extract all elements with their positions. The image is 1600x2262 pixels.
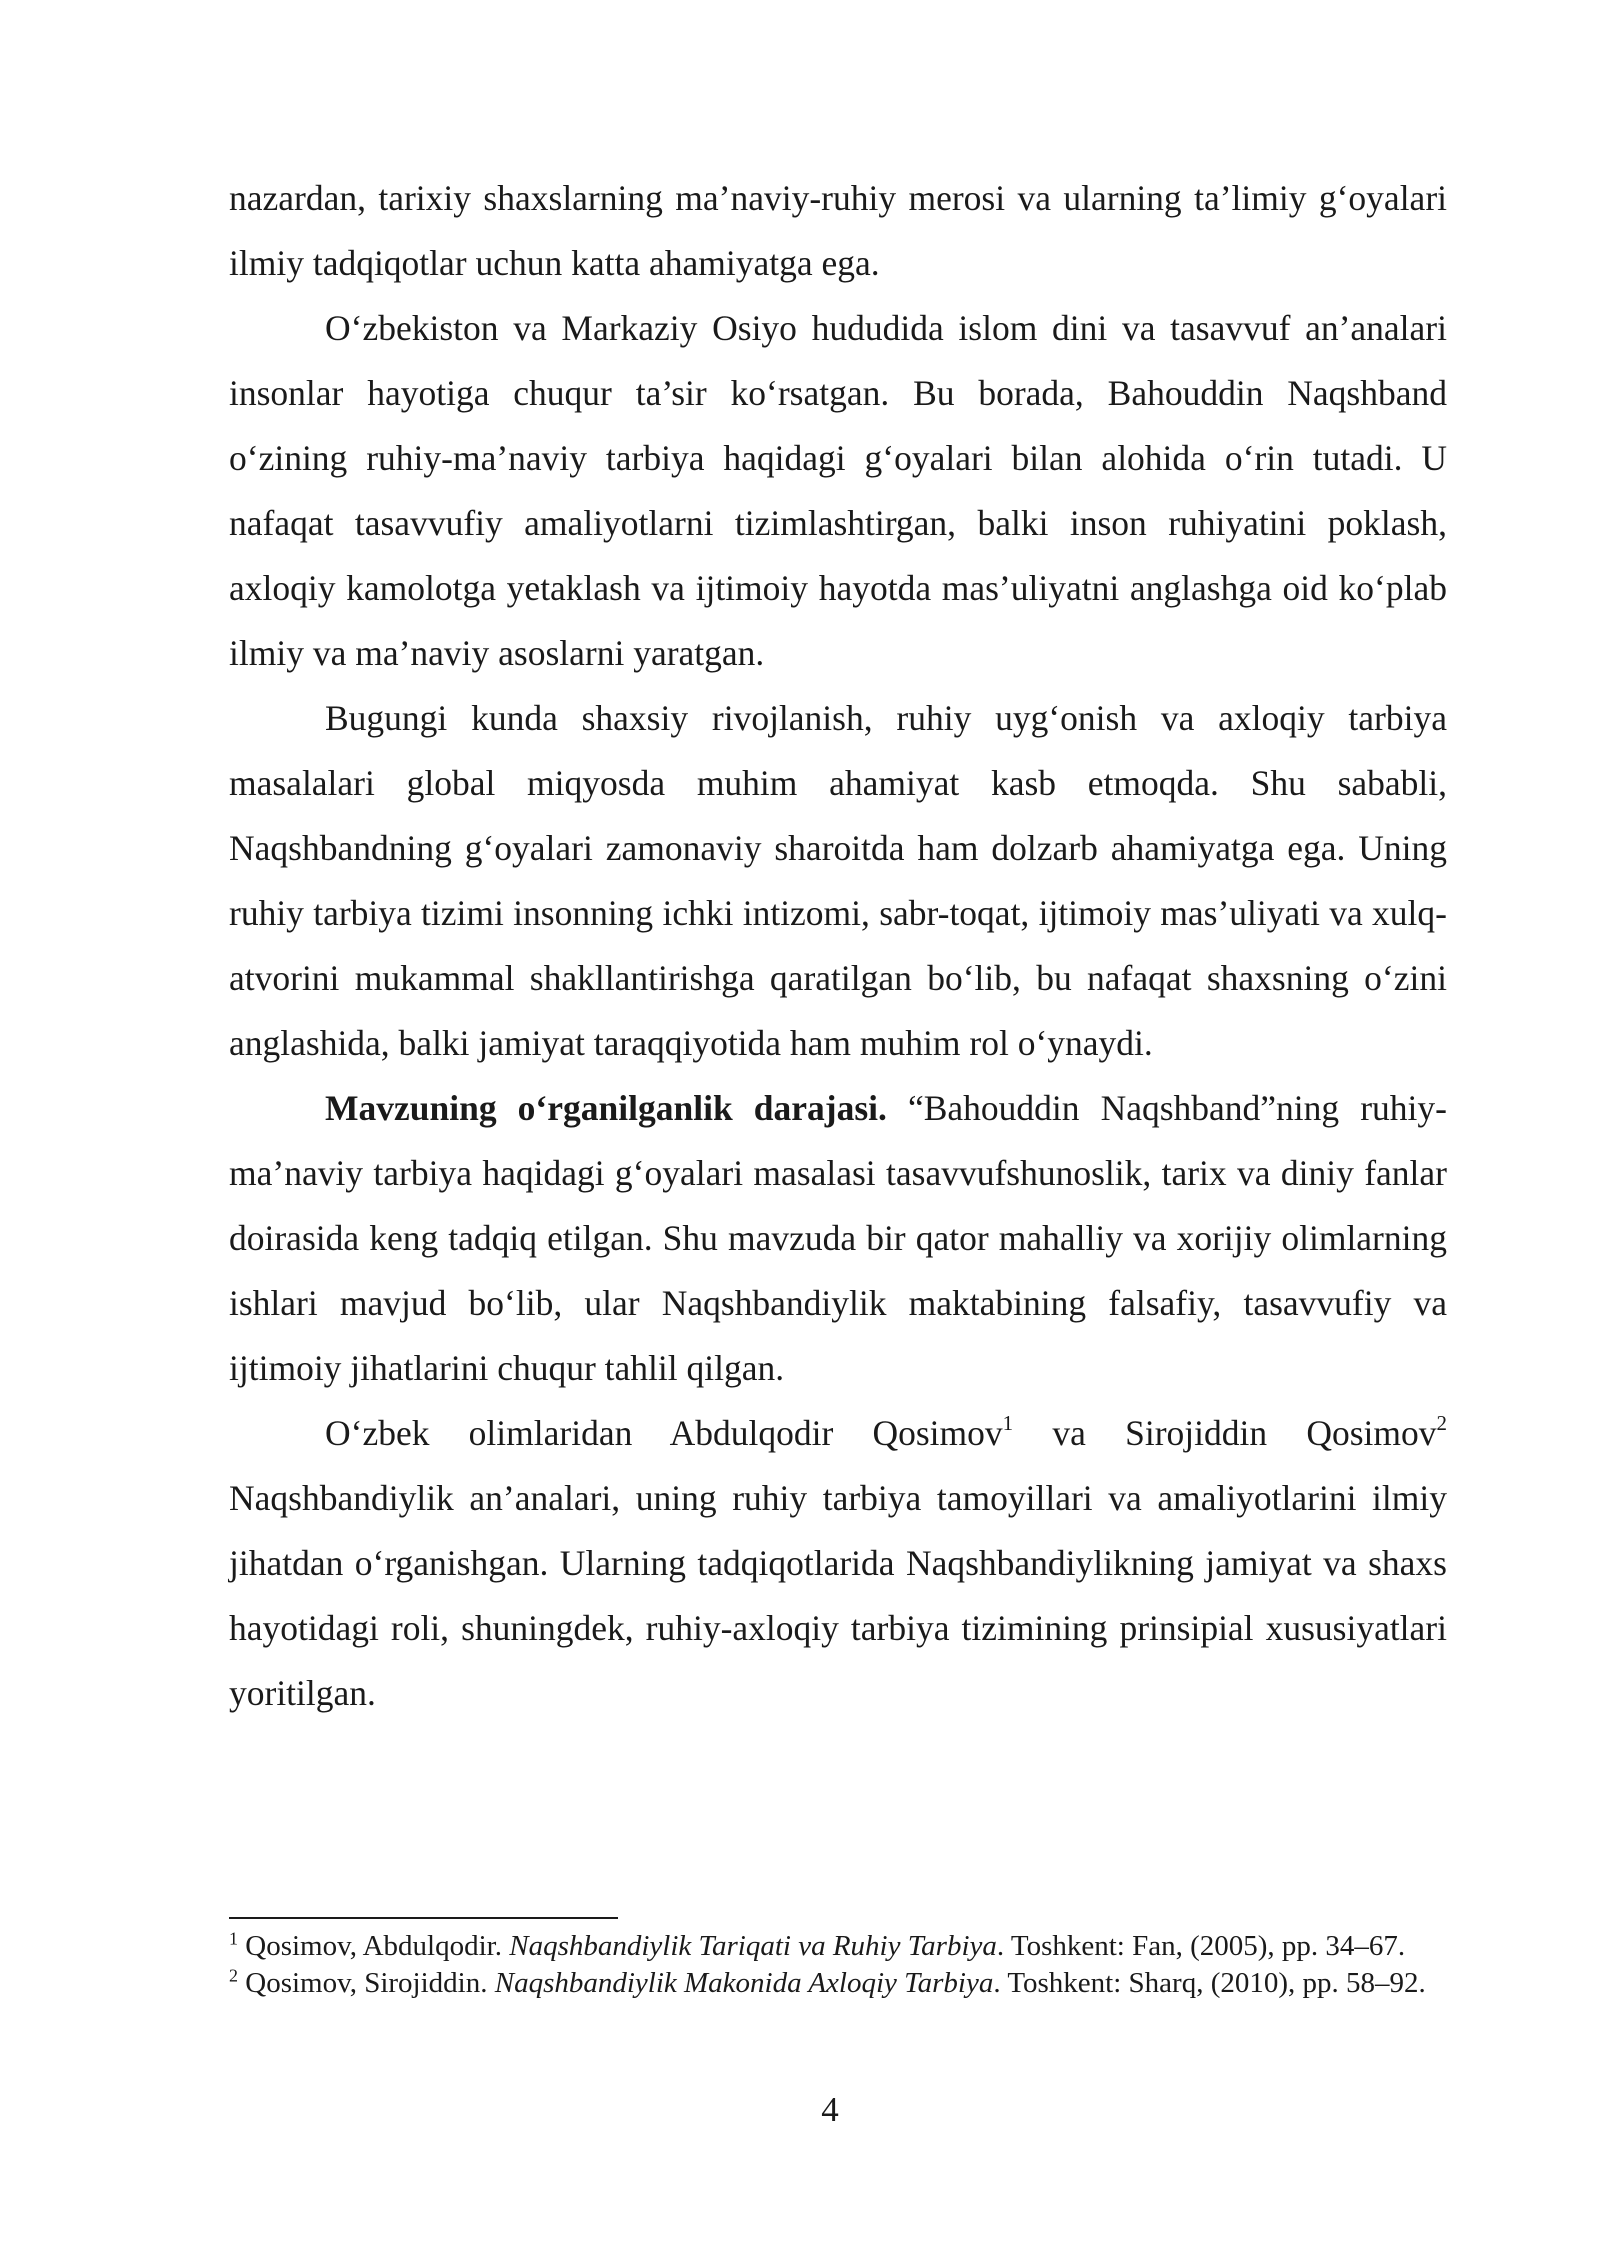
footnote-number: 1 xyxy=(229,1928,238,1949)
section-heading-inline: Mavzuning o‘rganilganlik darajasi. xyxy=(325,1088,887,1128)
footnote-separator xyxy=(229,1917,618,1919)
paragraph-text: “Bahouddin Naqshband”ning ruhiy-ma’naviy tarbiya haqidagi g‘oyalari masalasi tasavvufshunoslik, tarix va diniy fanlar doirasida keng tadqiq etilgan. Shu mavzuda bir qator mahalliy va xorijiy olimlarning ishlari mavjud bo‘lib, ular Naqshbandiylik maktabining falsafiy, tasavvufiy va ijtimoiy jihatlarini chuqur tahlil qilgan. xyxy=(229,1088,1447,1388)
page-number: 4 xyxy=(821,2090,839,2129)
paragraph-text: O‘zbek olimlaridan Abdulqodir Qosimov xyxy=(325,1413,1003,1453)
footnote-ref-1[interactable]: 1 xyxy=(1002,1411,1014,1436)
page-body xyxy=(229,166,1447,1726)
paragraph-5 xyxy=(229,1401,1447,1726)
paragraph-text: Naqshbandiylik an’analari, uning ruhiy tarbiya tamoyillari va amaliyotlarini ilmiy jihatdan o‘rganishgan. Ularning tadqiqotlarida Naqshbandiylikning jamiyat va shaxs hayotidagi roli, shuningdek, ruhiy-axloqiy tarbiya tizimining prinsipial xususiyatlari yoritilgan. xyxy=(229,1478,1447,1713)
paragraph-3 xyxy=(229,686,1447,1076)
paragraph-4 xyxy=(229,1076,1447,1401)
paragraph-text: va Sirojiddin Qosimov xyxy=(1013,1413,1437,1453)
paragraph-1 xyxy=(229,166,1447,296)
footnote-title: Naqshbandiylik Makonida Axloqiy Tarbiya xyxy=(494,1967,994,1999)
footnote-author: Qosimov, Abdulqodir. xyxy=(238,1930,510,1962)
paragraph-text: O‘zbekiston va Markaziy Osiyo hududida islom dini va tasavvuf an’analari insonlar hayotiga chuqur ta’sir ko‘rsatgan. Bu borada, Bahouddin Naqshband o‘zining ruhiy-ma’naviy tarbiya haqidagi g‘oyalari bilan alohida o‘rin tutadi. U nafaqat tasavvufiy amaliyotlarni tizimlashtirgan, balki inson ruhiyatini poklash, axloqiy kamolotga yetaklash va ijtimoiy hayotda mas’uliyatni anglashga oid ko‘plab ilmiy va ma’naviy asoslarni yaratgan. xyxy=(229,308,1447,673)
footnote-publisher: . Toshkent: Fan, (2005), pp. 34–67. xyxy=(996,1930,1406,1962)
footnote-1 xyxy=(229,1928,1459,1965)
footnote-ref-2[interactable]: 2 xyxy=(1436,1411,1448,1436)
footnote-author: Qosimov, Sirojiddin. xyxy=(238,1967,495,1999)
footnote-number: 2 xyxy=(229,1965,238,1986)
footnotes xyxy=(229,1928,1459,2002)
footnote-2 xyxy=(229,1965,1459,2002)
footnote-publisher: . Toshkent: Sharq, (2010), pp. 58–92. xyxy=(993,1967,1426,1999)
footnote-title: Naqshbandiylik Tariqati va Ruhiy Tarbiya xyxy=(509,1930,997,1962)
paragraph-2 xyxy=(229,296,1447,686)
paragraph-text: Bugungi kunda shaxsiy rivojlanish, ruhiy uyg‘onish va axloqiy tarbiya masalalari global miqyosda muhim ahamiyat kasb etmoqda. Shu sababli, Naqshbandning g‘oyalari zamonaviy sharoitda ham dolzarb ahamiyatga ega. Uning ruhiy tarbiya tizimi insonning ichki intizomi, sabr-toqat, ijtimoiy mas’uliyati va xulq-atvorini mukammal shakllantirishga qaratilgan bo‘lib, bu nafaqat shaxsning o‘zini anglashida, balki jamiyat taraqqiyotida ham muhim rol o‘ynaydi. xyxy=(229,698,1447,1063)
paragraph-text: nazardan, tarixiy shaxslarning ma’naviy-ruhiy merosi va ularning ta’limiy g‘oyalari ilmiy tadqiqotlar uchun katta ahamiyatga ega. xyxy=(229,178,1447,283)
